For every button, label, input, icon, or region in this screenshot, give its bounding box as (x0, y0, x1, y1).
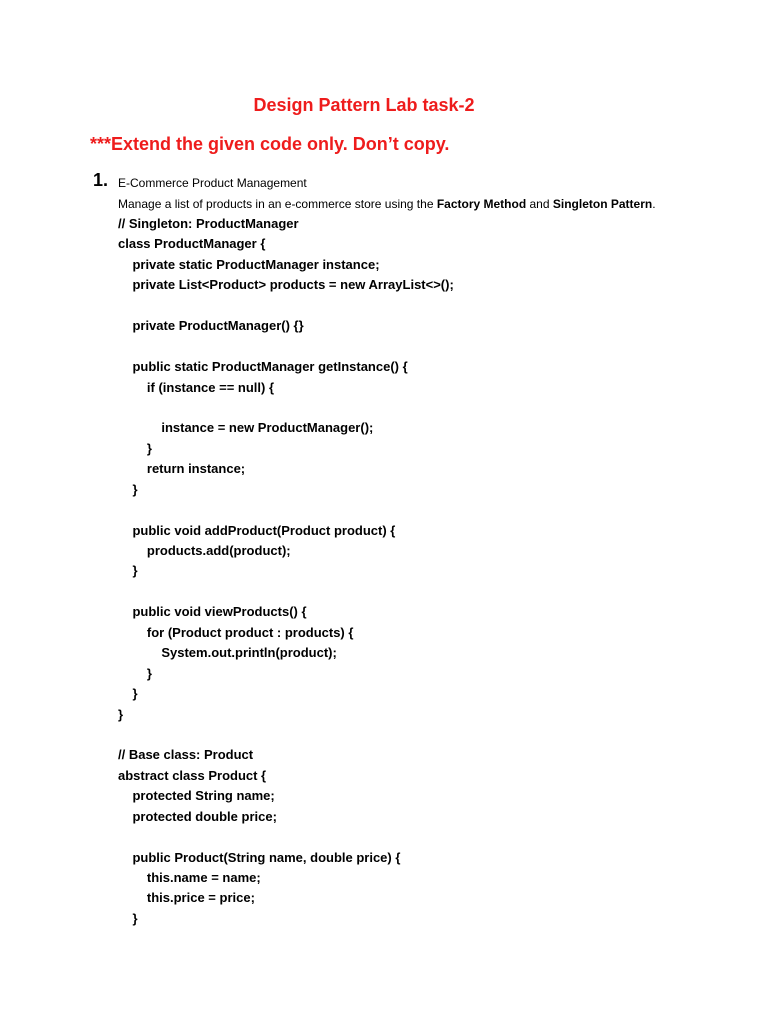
code-line: private List<Product> products = new ArrayList<>(); (118, 277, 454, 293)
code-line (118, 582, 454, 602)
section-number: 1. (93, 170, 109, 190)
code-line: public void viewProducts() { (118, 604, 307, 620)
code-line: // Singleton: ProductManager (118, 216, 299, 231)
code-line: abstract class Product { (118, 767, 267, 783)
code-line: this.name = name; (118, 870, 261, 885)
code-line: private static ProductManager instance; (118, 256, 380, 272)
code-line: public Product(String name, double price) { (118, 849, 401, 865)
description-period: . (652, 197, 656, 211)
code-line: products.add(product); (118, 543, 291, 558)
code-line: System.out.println(product); (118, 645, 337, 661)
code-line (118, 337, 454, 357)
code-line: if (instance == null) { (118, 379, 275, 395)
pattern-singleton: Singleton Pattern (552, 197, 653, 211)
code-line: } (118, 706, 124, 722)
code-line: } (118, 665, 152, 681)
code-line (118, 725, 454, 745)
code-line: for (Product product : products) { (118, 624, 354, 640)
code-line: } (118, 481, 138, 497)
code-line: class ProductManager { (118, 236, 266, 252)
description-prefix: Manage a list of products in an e-commerce store using the (118, 197, 437, 211)
code-line: } (118, 910, 138, 926)
code-line: public static ProductManager getInstance() { (118, 359, 408, 375)
code-line: } (118, 686, 138, 702)
pattern-factory-method: Factory Method (436, 197, 527, 211)
page-title: Design Pattern Lab task-2 (253, 95, 475, 115)
code-line (118, 296, 454, 316)
code-line: instance = new ProductManager(); (118, 420, 374, 436)
code-line (118, 398, 454, 418)
code-line: public void addProduct(Product product) { (118, 522, 396, 538)
code-line: // Base class: Product (118, 747, 254, 763)
code-line: } (118, 440, 152, 456)
code-line (118, 500, 454, 520)
code-block (118, 214, 454, 929)
section-heading: E-Commerce Product Management (118, 176, 307, 190)
code-line: this.price = price; (118, 890, 255, 906)
section-description (118, 197, 656, 211)
code-line: private ProductManager() {} (118, 318, 304, 334)
code-line: return instance; (118, 461, 246, 477)
warning-note: ***Extend the given code only. Don’t copy. (90, 134, 450, 154)
code-line: } (118, 563, 138, 579)
code-line (118, 827, 454, 847)
code-line: protected double price; (118, 808, 277, 824)
description-and: and (526, 197, 553, 211)
code-line: protected String name; (118, 788, 275, 804)
